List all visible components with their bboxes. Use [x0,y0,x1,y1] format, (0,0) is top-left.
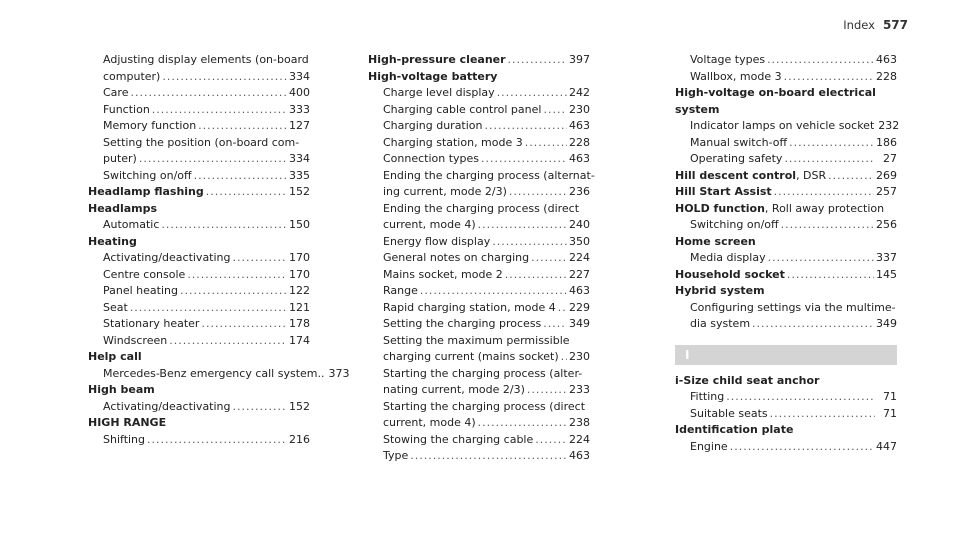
index-term: Energy flow display [383,234,491,248]
index-subentry[interactable] [88,366,350,383]
index-heading[interactable]: Heating [88,234,137,248]
index-term: Operating safety [690,152,783,165]
index-subentry-line: Setting the maximum permissible [383,333,570,347]
page-reference: 463 [569,152,590,165]
index-subentry[interactable] [368,135,590,152]
index-heading-term: Hill descent control [675,168,797,182]
index-heading[interactable]: High-voltage on-board electrical system [675,86,876,116]
index-subentry[interactable] [675,389,897,406]
index-term: puter) [103,152,137,165]
dot-leader [525,135,567,152]
page-reference: 233 [569,383,590,396]
dot-leader [543,102,567,119]
index-term: Care [103,86,129,99]
dot-leader [485,118,568,135]
index-subentry[interactable] [368,118,590,135]
dot-leader [206,184,287,201]
dot-leader [789,135,874,152]
index-subentry[interactable] [675,151,897,168]
index-heading[interactable]: Help call [88,350,142,363]
index-term: Connection types [383,152,480,165]
index-heading[interactable]: Home screen [675,234,756,248]
index-term: Headlamp flashing [88,185,204,198]
index-column-right [675,52,900,455]
dot-leader [152,102,287,119]
index-heading[interactable]: Hybrid system [675,284,765,297]
page-reference: 269 [876,168,897,182]
index-subentry[interactable] [368,448,590,465]
index-term: Rapid charging station, mode 4 [383,300,556,314]
dot-leader [130,85,287,102]
page-reference: 228 [569,135,590,149]
index-term: Fitting [690,390,725,403]
page-reference: 397 [569,53,590,66]
index-subentry[interactable] [88,168,310,185]
index-term: High-pressure cleaner [368,53,506,66]
dot-leader [478,415,567,432]
index-subentry[interactable] [368,234,590,251]
page-reference: 71 [883,406,897,420]
dot-leader [198,118,287,135]
page-reference: 334 [289,69,310,83]
dot-leader [787,267,874,284]
index-heading[interactable] [675,184,897,201]
page-reference: 463 [569,119,590,132]
page-reference: 127 [289,119,310,132]
page-reference: 242 [569,86,590,99]
index-subentry-line: Starting the charging process (alter- [383,366,583,380]
page-reference: 170 [289,251,310,264]
page-reference: 145 [876,267,897,281]
page-reference: 152 [289,399,310,413]
index-subentry[interactable] [88,250,310,267]
index-term: Automatic [103,218,160,231]
index-heading[interactable]: i-Size child seat anchor [675,373,820,387]
page-reference: 122 [289,284,310,297]
index-term: Charging duration [383,119,483,132]
index-subentry-line: Starting the charging process (direct [383,399,586,413]
page-reference: 236 [569,185,590,198]
page-reference: 349 [876,317,897,330]
dot-leader [784,151,875,168]
index-subentry[interactable] [88,432,310,449]
page-reference: 447 [876,439,897,453]
page-reference: 257 [876,185,897,198]
dot-leader [169,333,287,350]
index-subentry[interactable] [88,85,310,102]
page-reference: 170 [289,267,310,281]
page-reference: 227 [569,267,590,281]
dot-leader [233,250,287,267]
index-term: Hill Start Assist [675,185,772,198]
index-subentry[interactable] [368,382,590,399]
dot-leader [768,250,874,267]
index-subentry[interactable] [368,415,590,432]
page-reference: 121 [289,300,310,314]
index-subentry-line: Adjusting display elements (on-board [103,53,309,66]
dot-leader [420,283,567,300]
page-reference: 150 [289,218,310,231]
index-subentry[interactable] [88,69,310,86]
dot-leader [505,267,567,284]
dot-leader [752,316,874,333]
index-term: Mercedes-Benz emergency call system.. [103,366,325,380]
index-subentry-line: Ending the charging process (direct [383,201,580,215]
dot-leader [161,217,287,234]
index-heading[interactable] [88,184,310,201]
index-term: Activating/deactivating [103,251,231,264]
index-subentry[interactable] [675,217,897,234]
index-term: current, mode 4) [383,218,476,231]
dot-leader [233,399,287,416]
dot-leader [781,217,874,234]
page-reference: 71 [883,390,897,403]
index-subentry[interactable] [368,283,590,300]
dot-leader [767,52,874,69]
page-reference: 463 [569,449,590,462]
index-subentry[interactable] [675,316,897,333]
index-subentry[interactable] [675,69,897,86]
dot-leader [201,316,287,333]
index-subentry[interactable] [368,151,590,168]
page-reference: 27 [883,152,897,165]
index-heading[interactable] [675,267,897,284]
page-reference: 228 [876,69,897,83]
dot-leader [194,168,287,185]
index-subentry[interactable] [675,52,897,69]
index-subentry[interactable] [88,102,310,119]
index-heading[interactable]: High beam [88,383,155,396]
index-subentry[interactable] [675,406,897,423]
page-reference: 152 [289,185,310,198]
index-term: ing current, mode 2/3) [383,185,507,198]
index-subentry[interactable] [88,118,310,135]
index-term: current, mode 4) [383,416,476,429]
index-term: Engine [690,439,728,453]
page-header [843,18,908,32]
index-term: Suitable seats [690,406,768,420]
index-term: Manual switch-off [690,135,788,149]
index-term: Charging cable control panel [383,102,542,116]
index-term: Switching on/off [690,218,779,231]
index-subentry[interactable] [88,217,310,234]
page-reference: 230 [569,350,590,363]
index-term: Setting the charging process [383,317,542,330]
index-heading-term: HOLD function [675,201,765,215]
index-subentry[interactable] [675,118,900,135]
dot-leader [730,439,874,456]
index-subentry[interactable] [88,399,310,416]
index-subentry[interactable] [368,102,590,119]
index-column-middle [368,52,595,465]
page-reference: 238 [569,416,590,429]
index-term: Range [383,284,418,297]
page-reference: 349 [569,317,590,330]
index-term: nating current, mode 2/3) [383,383,525,396]
page-reference: 350 [569,234,590,248]
page-reference: 224 [569,432,590,446]
page-reference: 373 [328,366,350,380]
dot-leader [478,217,567,234]
dot-leader [509,184,567,201]
index-subentry[interactable] [368,217,590,234]
index-term: Seat [103,300,128,314]
index-term: Charge level display [383,86,495,99]
index-term: Panel heating [103,284,178,297]
index-subentry[interactable] [675,439,897,456]
index-subentry[interactable] [88,151,310,168]
dot-leader [187,267,287,284]
index-term: Memory function [103,119,197,132]
page-reference: 240 [569,218,590,231]
dot-leader [726,389,875,406]
index-term [675,168,826,185]
index-term: Voltage types [690,53,766,66]
dot-leader [784,69,874,86]
index-heading-extra: , DSR [796,168,827,182]
index-term: Wallbox, mode 3 [690,69,782,83]
index-subentry-line: Configuring settings via the multime- [690,300,896,314]
index-column-left [88,52,350,448]
dot-leader [770,406,875,423]
index-term: Type [383,449,409,462]
dot-leader [139,151,287,168]
dot-leader [828,168,874,185]
index-subentry-line: Ending the charging process (alternat- [383,168,595,182]
index-subentry-line: Setting the position (on-board com- [103,135,300,149]
index-term: General notes on charging [383,251,530,264]
page-reference: 463 [569,284,590,297]
index-subentry[interactable] [368,349,590,366]
index-term: Media display [690,251,766,264]
index-term: Stationary heater [103,317,200,330]
index-subentry[interactable] [88,300,310,317]
index-subentry[interactable] [368,250,590,267]
index-term: charging current (mains socket) [383,350,559,363]
dot-leader [543,316,567,333]
dot-leader [162,69,287,86]
index-term: Function [103,102,150,116]
dot-leader [180,283,287,300]
index-term: Indicator lamps on vehicle socket [690,119,875,132]
page-reference: 400 [289,86,310,99]
index-heading[interactable]: High-voltage battery [368,69,498,83]
index-subentry[interactable] [88,283,310,300]
section-letter: I [675,345,897,365]
page-reference: 335 [289,168,310,182]
dot-leader [497,85,567,102]
index-subentry[interactable] [368,432,590,449]
dot-leader [410,448,567,465]
index-term: Windscreen [103,333,168,347]
dot-leader [774,184,874,201]
index-term: Switching on/off [103,168,192,182]
index-subentry[interactable] [368,316,590,333]
index-term: Stowing the charging cable [383,432,534,446]
index-term: Mains socket, mode 2 [383,267,503,281]
index-term: dia system [690,317,751,330]
index-heading-extra: , Roll away protection [764,201,885,215]
index-heading[interactable] [675,168,897,185]
index-heading[interactable]: Headlamps [88,201,158,215]
index-subentry[interactable] [368,85,590,102]
index-subentry[interactable] [88,316,310,333]
index-term: computer) [103,69,161,83]
dot-leader [147,432,287,449]
page-reference: 230 [569,102,590,116]
page-reference: 256 [876,218,897,231]
index-term: Charging station, mode 3 [383,135,523,149]
index-heading[interactable] [368,52,590,69]
dot-leader [531,250,567,267]
dot-leader [508,52,567,69]
index-subentry[interactable] [88,333,310,350]
index-subentry[interactable] [675,250,897,267]
header-title: Index [843,18,875,32]
page-reference: 333 [289,102,310,116]
page-reference: 178 [289,317,310,330]
index-heading[interactable]: Identification plate [675,423,794,436]
page-reference: 337 [876,251,897,264]
dot-leader [535,432,567,449]
page-reference: 174 [289,333,310,347]
dot-leader [558,300,567,317]
index-heading[interactable]: HIGH RANGE [88,416,167,429]
dot-leader [527,382,567,399]
dot-leader [561,349,567,366]
page-reference: 186 [876,135,897,149]
index-term: Shifting [103,432,146,446]
page-reference: 463 [876,53,897,66]
index-subentry[interactable] [675,135,897,152]
page-reference: 229 [569,300,590,314]
index-subentry[interactable] [368,184,590,201]
dot-leader [130,300,287,317]
page-reference: 334 [289,152,310,165]
index-subentry[interactable] [368,267,590,284]
dot-leader [481,151,567,168]
page-reference: 216 [289,432,310,446]
index-term: Household socket [675,267,785,281]
page-number: 577 [882,18,908,32]
index-heading[interactable] [675,201,897,218]
index-term: Centre console [103,267,186,281]
page-reference: 224 [569,251,590,264]
page-reference: 232 [878,119,900,132]
dot-leader [492,234,567,251]
index-subentry[interactable] [88,267,310,284]
index-subentry[interactable] [368,300,590,317]
index-term: Activating/deactivating [103,399,231,413]
